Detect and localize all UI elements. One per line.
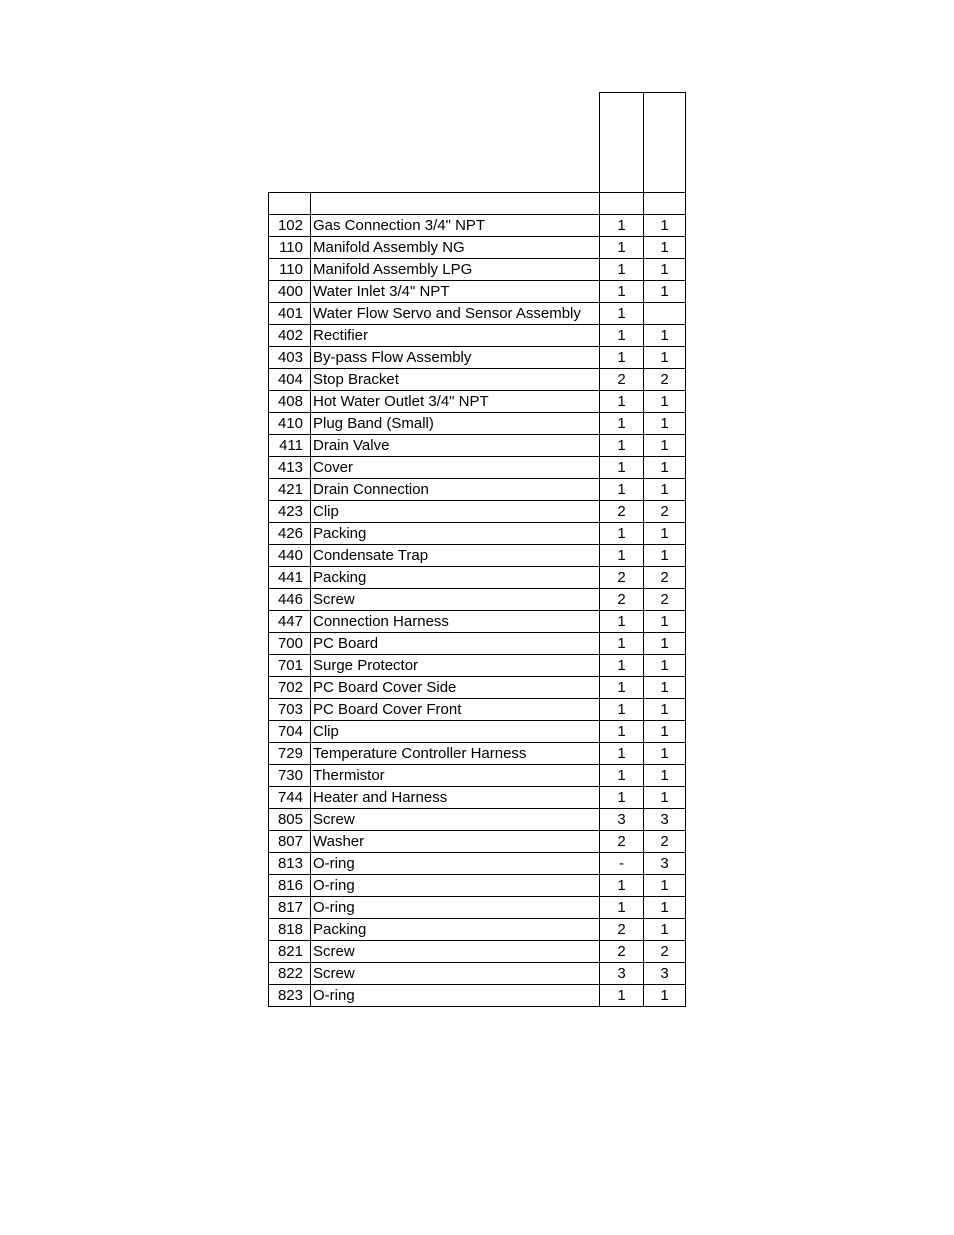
table-row (269, 589, 686, 611)
part-description-cell: Water Flow Servo and Sensor Assembly (311, 303, 600, 325)
quantity-cell-1: 1 (600, 677, 644, 699)
part-number-cell: 404 (269, 369, 311, 391)
table-row (269, 413, 686, 435)
table-row (269, 963, 686, 985)
part-description-cell: Manifold Assembly NG (311, 237, 600, 259)
quantity-cell-2: 2 (644, 369, 686, 391)
part-number-cell: 410 (269, 413, 311, 435)
quantity-cell-2: 1 (644, 677, 686, 699)
table-row (269, 259, 686, 281)
quantity-cell-1: 2 (600, 567, 644, 589)
table-row (269, 281, 686, 303)
quantity-cell-2: 1 (644, 281, 686, 303)
quantity-column-header-1 (599, 92, 644, 192)
quantity-cell-2: 1 (644, 545, 686, 567)
part-number-cell: 421 (269, 479, 311, 501)
quantity-cell-2: 1 (644, 523, 686, 545)
part-description-cell: Surge Protector (311, 655, 600, 677)
quantity-cell-1: 1 (600, 435, 644, 457)
table-row (269, 831, 686, 853)
quantity-cell-1: 1 (600, 787, 644, 809)
quantity-cell-1: 1 (600, 237, 644, 259)
quantity-cell-2: 1 (644, 655, 686, 677)
quantity-cell-2: 3 (644, 963, 686, 985)
quantity-cell-2: 1 (644, 985, 686, 1007)
table-row (269, 237, 686, 259)
part-description-cell: Manifold Assembly LPG (311, 259, 600, 281)
table-header-row (269, 193, 686, 215)
table-row (269, 633, 686, 655)
quantity-cell-2: 2 (644, 567, 686, 589)
part-number-cell: 403 (269, 347, 311, 369)
table-row (269, 611, 686, 633)
table-row (269, 391, 686, 413)
part-description-cell: Screw (311, 589, 600, 611)
quantity-cell-2: 1 (644, 325, 686, 347)
part-number-cell: 413 (269, 457, 311, 479)
quantity-cell-2: 1 (644, 435, 686, 457)
part-description-cell: O-ring (311, 985, 600, 1007)
quantity-cell-2: 1 (644, 897, 686, 919)
part-number-cell: 102 (269, 215, 311, 237)
part-description-cell: PC Board (311, 633, 600, 655)
part-description-cell: Packing (311, 919, 600, 941)
parts-table (268, 192, 686, 1007)
part-description-cell: Clip (311, 721, 600, 743)
quantity-cell-2: 2 (644, 501, 686, 523)
part-number-cell: 447 (269, 611, 311, 633)
quantity-column-header-2 (643, 92, 686, 192)
part-description-cell: O-ring (311, 853, 600, 875)
table-row (269, 743, 686, 765)
quantity-cell-2: 1 (644, 391, 686, 413)
part-number-cell: 805 (269, 809, 311, 831)
table-row (269, 215, 686, 237)
quantity-cell-1: - (600, 853, 644, 875)
part-description-cell: Thermistor (311, 765, 600, 787)
table-row (269, 853, 686, 875)
part-number-cell: 817 (269, 897, 311, 919)
part-number-cell: 730 (269, 765, 311, 787)
quantity-cell-2 (644, 303, 686, 325)
part-number-cell: 729 (269, 743, 311, 765)
quantity-cell-1: 2 (600, 919, 644, 941)
part-description-cell: Drain Connection (311, 479, 600, 501)
table-row (269, 369, 686, 391)
quantity-cell-1: 1 (600, 457, 644, 479)
quantity-cell-1: 1 (600, 523, 644, 545)
table-row (269, 545, 686, 567)
quantity-cell-2: 1 (644, 215, 686, 237)
part-number-cell: 823 (269, 985, 311, 1007)
quantity-cell-1: 1 (600, 215, 644, 237)
part-description-cell: Packing (311, 567, 600, 589)
table-row (269, 347, 686, 369)
table-row (269, 875, 686, 897)
quantity-cell-1: 3 (600, 809, 644, 831)
part-description-cell: O-ring (311, 897, 600, 919)
quantity-cell-2: 1 (644, 633, 686, 655)
part-description-cell: Washer (311, 831, 600, 853)
parts-table-body (269, 193, 686, 1007)
part-description-cell: PC Board Cover Side (311, 677, 600, 699)
part-number-cell: 813 (269, 853, 311, 875)
part-description-cell: Screw (311, 941, 600, 963)
table-row (269, 699, 686, 721)
part-number-cell: 423 (269, 501, 311, 523)
part-number-cell: 110 (269, 237, 311, 259)
part-number-cell: 440 (269, 545, 311, 567)
quantity-cell-1: 1 (600, 875, 644, 897)
quantity-cell-2: 1 (644, 787, 686, 809)
quantity-cell-1: 2 (600, 831, 644, 853)
quantity-cell-1: 1 (600, 413, 644, 435)
quantity-cell-2: 3 (644, 853, 686, 875)
table-row (269, 479, 686, 501)
part-number-cell: 700 (269, 633, 311, 655)
part-description-cell: Clip (311, 501, 600, 523)
quantity-cell-1: 1 (600, 655, 644, 677)
table-row (269, 677, 686, 699)
part-number-cell: 816 (269, 875, 311, 897)
part-number-cell: 818 (269, 919, 311, 941)
quantity-cell-2: 1 (644, 743, 686, 765)
quantity-cell-2: 1 (644, 721, 686, 743)
quantity-cell-2: 1 (644, 765, 686, 787)
table-row (269, 523, 686, 545)
quantity-cell-1: 1 (600, 479, 644, 501)
quantity-cell-2: 1 (644, 413, 686, 435)
quantity-cell-2: 1 (644, 699, 686, 721)
part-description-cell: Temperature Controller Harness (311, 743, 600, 765)
part-number-cell: 400 (269, 281, 311, 303)
part-number-cell: 704 (269, 721, 311, 743)
part-number-cell: 807 (269, 831, 311, 853)
part-number-cell: 402 (269, 325, 311, 347)
quantity-cell-1: 1 (600, 985, 644, 1007)
quantity-cell-1: 1 (600, 633, 644, 655)
quantity-cell-2: 2 (644, 941, 686, 963)
part-description-cell: PC Board Cover Front (311, 699, 600, 721)
quantity-cell-1: 1 (600, 721, 644, 743)
part-number-cell: 401 (269, 303, 311, 325)
table-row (269, 919, 686, 941)
part-description-cell: Gas Connection 3/4" NPT (311, 215, 600, 237)
part-number-cell: 744 (269, 787, 311, 809)
table-row (269, 809, 686, 831)
part-description-cell: Connection Harness (311, 611, 600, 633)
quantity-cell-1: 3 (600, 963, 644, 985)
part-number-cell: 408 (269, 391, 311, 413)
quantity-cell-1: 1 (600, 281, 644, 303)
table-row (269, 567, 686, 589)
part-number-cell: 110 (269, 259, 311, 281)
quantity-cell-1: 2 (600, 589, 644, 611)
quantity-cell-1: 1 (600, 611, 644, 633)
table-row (269, 435, 686, 457)
part-description-cell: Rectifier (311, 325, 600, 347)
part-number-cell: 702 (269, 677, 311, 699)
quantity-cell-2: 1 (644, 919, 686, 941)
quantity-cell-2: 2 (644, 589, 686, 611)
part-number-cell: 446 (269, 589, 311, 611)
table-row (269, 985, 686, 1007)
quantity-cell-1: 1 (600, 897, 644, 919)
quantity-cell-1: 1 (600, 765, 644, 787)
header-qty-1 (600, 193, 644, 215)
part-number-cell: 701 (269, 655, 311, 677)
quantity-cell-2: 1 (644, 611, 686, 633)
part-description-cell: Plug Band (Small) (311, 413, 600, 435)
quantity-cell-2: 1 (644, 457, 686, 479)
table-row (269, 765, 686, 787)
table-row (269, 721, 686, 743)
part-number-cell: 821 (269, 941, 311, 963)
header-part-number (269, 193, 311, 215)
part-description-cell: Drain Valve (311, 435, 600, 457)
quantity-cell-1: 1 (600, 303, 644, 325)
part-description-cell: By-pass Flow Assembly (311, 347, 600, 369)
quantity-cell-1: 1 (600, 347, 644, 369)
part-number-cell: 426 (269, 523, 311, 545)
part-description-cell: Condensate Trap (311, 545, 600, 567)
part-description-cell: O-ring (311, 875, 600, 897)
quantity-cell-2: 1 (644, 347, 686, 369)
quantity-cell-2: 2 (644, 831, 686, 853)
part-number-cell: 703 (269, 699, 311, 721)
quantity-cell-2: 1 (644, 875, 686, 897)
table-row (269, 303, 686, 325)
part-number-cell: 441 (269, 567, 311, 589)
quantity-cell-1: 1 (600, 325, 644, 347)
table-row (269, 787, 686, 809)
part-number-cell: 822 (269, 963, 311, 985)
quantity-cell-1: 1 (600, 743, 644, 765)
part-description-cell: Cover (311, 457, 600, 479)
header-description (311, 193, 600, 215)
quantity-cell-1: 1 (600, 545, 644, 567)
part-description-cell: Heater and Harness (311, 787, 600, 809)
table-row (269, 457, 686, 479)
part-number-cell: 411 (269, 435, 311, 457)
quantity-cell-1: 2 (600, 369, 644, 391)
quantity-cell-1: 2 (600, 501, 644, 523)
part-description-cell: Screw (311, 963, 600, 985)
part-description-cell: Screw (311, 809, 600, 831)
table-row (269, 655, 686, 677)
quantity-cell-1: 1 (600, 699, 644, 721)
quantity-cell-2: 1 (644, 259, 686, 281)
quantity-cell-2: 1 (644, 237, 686, 259)
quantity-cell-1: 1 (600, 259, 644, 281)
quantity-cell-2: 3 (644, 809, 686, 831)
part-description-cell: Water Inlet 3/4" NPT (311, 281, 600, 303)
table-row (269, 325, 686, 347)
part-description-cell: Packing (311, 523, 600, 545)
table-row (269, 897, 686, 919)
quantity-cell-1: 2 (600, 941, 644, 963)
quantity-cell-2: 1 (644, 479, 686, 501)
part-description-cell: Stop Bracket (311, 369, 600, 391)
header-qty-2 (644, 193, 686, 215)
table-row (269, 941, 686, 963)
table-row (269, 501, 686, 523)
part-description-cell: Hot Water Outlet 3/4" NPT (311, 391, 600, 413)
quantity-cell-1: 1 (600, 391, 644, 413)
